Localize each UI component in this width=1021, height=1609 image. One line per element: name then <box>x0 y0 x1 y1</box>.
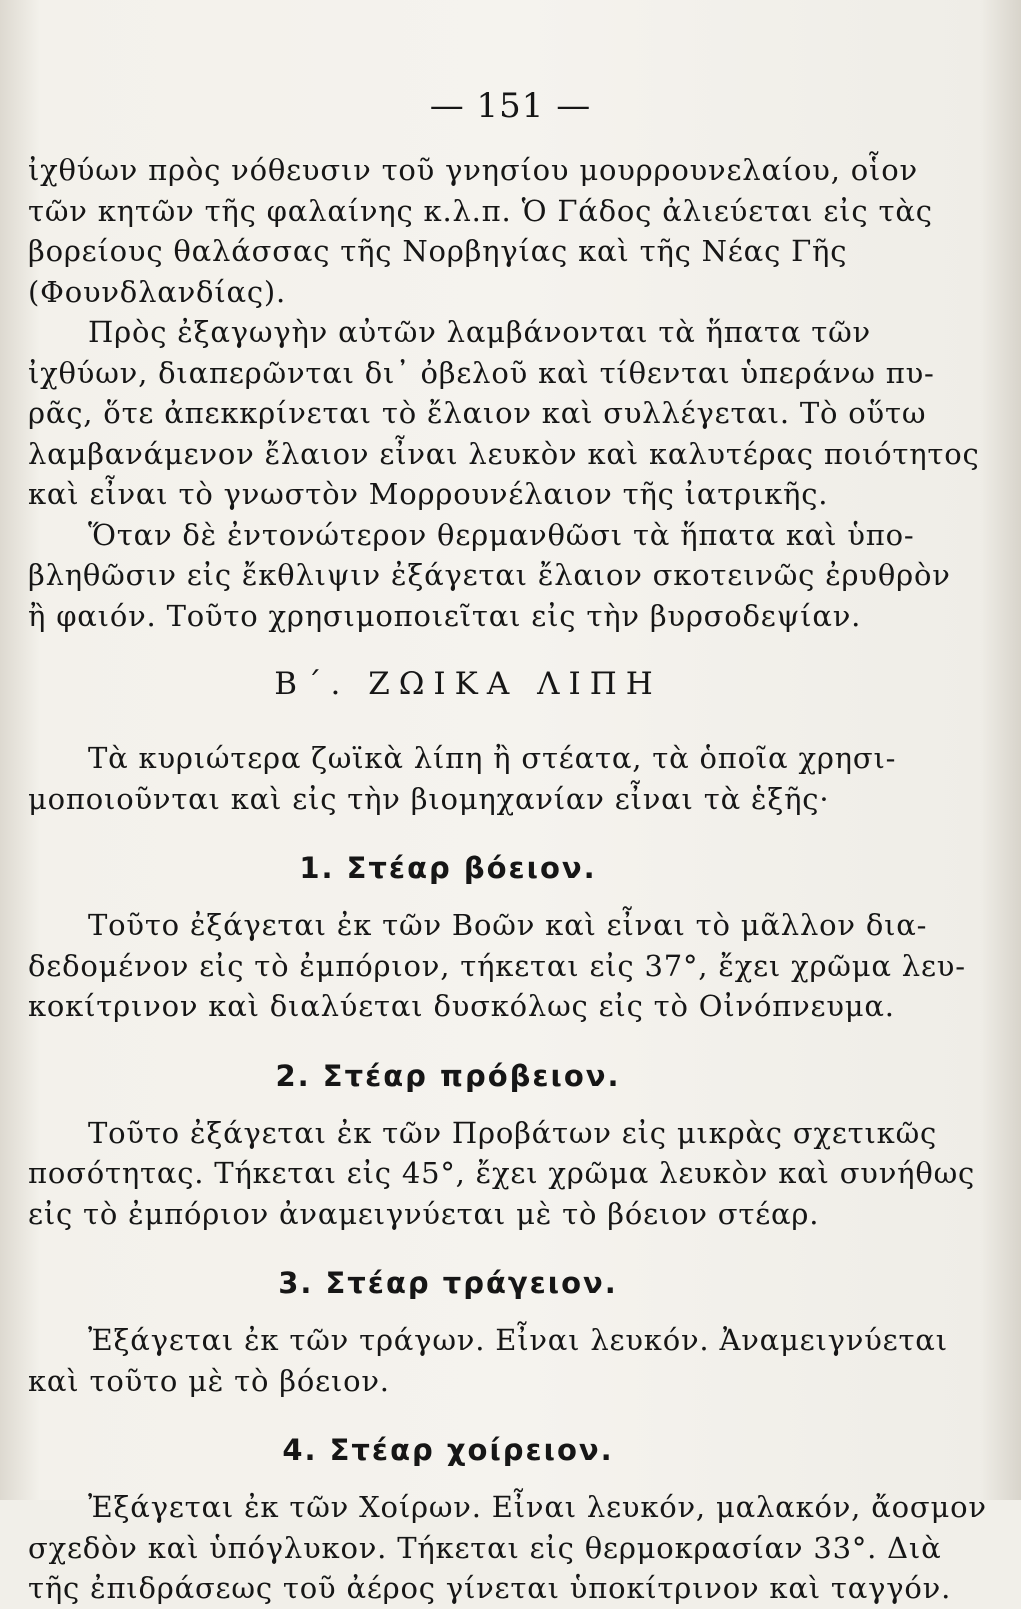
section-intro <box>28 738 897 819</box>
text-line: ἰχθύων, διαπερῶνται δι᾽ ὀβελοῦ καὶ τίθενται ὑπεράνω πυ- <box>28 355 935 390</box>
text-line: Πρὸς ἐξαγωγὴν αὐτῶν λαμβάνονται τὰ ἥπατα τῶν <box>88 315 871 349</box>
text-line: (Φουνδλανδίας). <box>28 274 287 309</box>
page-body <box>28 150 987 1609</box>
text-line: ἰχθύων πρὸς νόθευσιν τοῦ γνησίου μουρρουνελαίου, οἷον <box>28 153 918 187</box>
subsection-paragraph <box>28 905 966 1027</box>
text-line: βληθῶσιν εἰς ἔκθλιψιν ἐξάγεται ἔλαιον σκοτεινῶς ἐρυθρὸν <box>28 558 951 592</box>
subsection-paragraph <box>28 1320 948 1401</box>
text-line: τῶν κητῶν τῆς φαλαίνης κ.λ.π. Ὁ Γάδος ἀλιεύεται εἰς τὰς <box>28 193 933 228</box>
text-line: Τοῦτο ἐξάγεται ἐκ τῶν Προβάτων εἰς μικρὰς σχετικῶς <box>88 1115 938 1150</box>
page-number: — 151 — <box>429 86 592 126</box>
text-line: μοποιοῦνται καὶ εἰς τὴν βιομηχανίαν εἶναι τὰ ἑξῆς· <box>28 781 830 816</box>
text-line: καὶ εἶναι τὸ γνωστὸν Μορρουνέλαιον τῆς ἰατρικῆς. <box>28 477 829 511</box>
text-line: καὶ τοῦτο μὲ τὸ βόειον. <box>28 1363 390 1398</box>
text-line: ποσότητας. Τήκεται εἰς 45°, ἔχει χρῶμα λευκὸν καὶ συνήθως <box>28 1156 976 1190</box>
subsection-paragraph <box>28 1487 987 1609</box>
text-line: σχεδὸν καὶ ὑπόγλυκον. Τήκεται εἰς θερμοκρασίαν 33°. Διὰ <box>28 1530 942 1565</box>
subsection-paragraph <box>28 1113 976 1235</box>
text-line: Τὰ κυριώτερα ζωϊκὰ λίπη ἢ στέατα, τὰ ὁποῖα χρησι- <box>88 741 897 775</box>
text-line: Τοῦτο ἐξάγεται ἐκ τῶν Βοῶν καὶ εἶναι τὸ μᾶλλον δια- <box>88 908 928 942</box>
text-line: τῆς ἐπιδράσεως τοῦ ἀέρος γίνεται ὑποκίτρινον καὶ ταγγόν. <box>28 1571 952 1605</box>
text-line: Ἐξάγεται ἐκ τῶν τράγων. Εἶναι λευκόν. Ἀναμειγνύεται <box>88 1323 948 1357</box>
text-line: Ἐξάγεται ἐκ τῶν Χοίρων. Εἶναι λευκόν, μαλακόν, ἄοσμον <box>88 1490 987 1524</box>
subsection-heading: 1. Στέαρ βόειον. <box>299 851 597 885</box>
subsection-heading: 3. Στέαρ τράγειον. <box>278 1266 618 1300</box>
text-line: κοκίτρινον καὶ διαλύεται δυσκόλως εἰς τὸ Οἰνόπνευμα. <box>28 989 895 1023</box>
text-line: βορείους θαλάσσας τῆς Νορβηγίας καὶ τῆς Νέας Γῆς <box>28 234 848 268</box>
text-line: ἢ φαιόν. Τοῦτο χρησιμοποιεῖται εἰς τὴν βυρσοδεψίαν. <box>28 598 862 633</box>
text-line: δεδομένον εἰς τὸ ἐμπόριον, τήκεται εἰς 37°, ἔχει χρῶμα λευ- <box>28 948 966 983</box>
paragraph <box>28 312 980 515</box>
text-line: ρᾶς, ὅτε ἀπεκκρίνεται τὸ ἔλαιον καὶ συλλέγεται. Τὸ οὕτω <box>28 396 927 430</box>
paragraph <box>28 150 933 312</box>
section-heading: Β΄. ΖΩΙΚΑ ΛΙΠΗ <box>274 666 662 702</box>
subsection-heading: 2. Στέαρ πρόβειον. <box>275 1058 621 1093</box>
subsection-heading: 4. Στέαρ χοίρειον. <box>282 1433 614 1467</box>
text-line: εἰς τὸ ἐμπόριον ἀναμειγνύεται μὲ τὸ βόειον στέαρ. <box>28 1196 820 1231</box>
text-line: λαμβανάμενον ἔλαιον εἶναι λευκὸν καὶ καλυτέρας ποιότητος <box>28 436 980 471</box>
text-line: Ὅταν δὲ ἐντονώτερον θερμανθῶσι τὰ ἥπατα καὶ ὑπο- <box>88 517 915 552</box>
paragraph <box>28 515 951 637</box>
